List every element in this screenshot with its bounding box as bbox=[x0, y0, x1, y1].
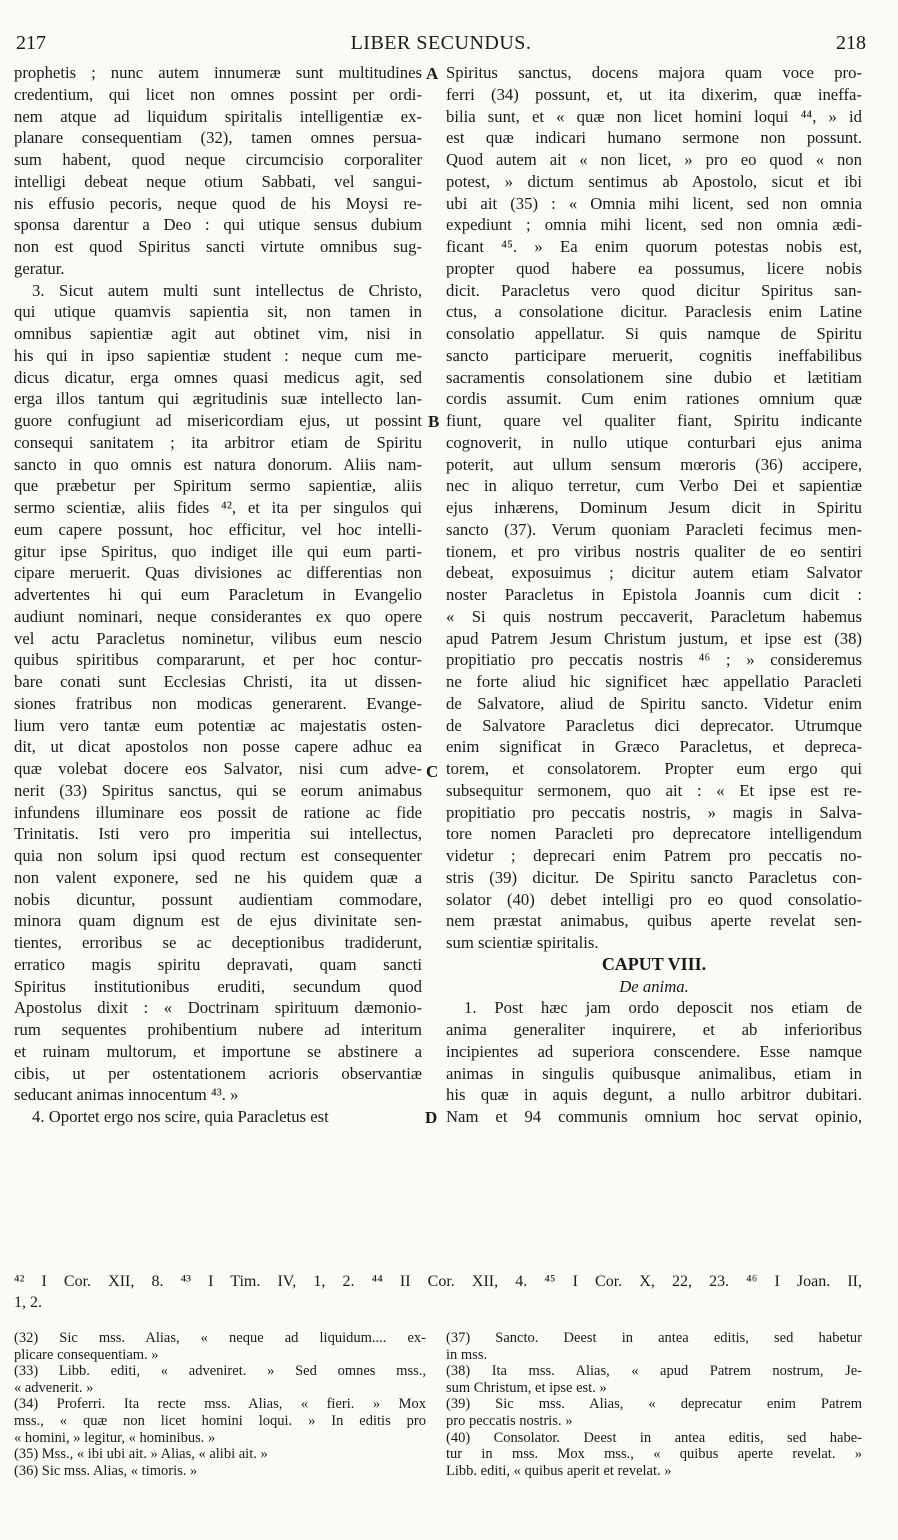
text-line: de Salvatore Paracletus dici deprecator. Utrumque bbox=[446, 715, 862, 735]
text-line: dicus dicatur, erga omnes quasi medicus agit, sed bbox=[14, 367, 422, 387]
chapter-title: CAPUT VIII. bbox=[601, 953, 707, 974]
text-line: quæ volebat docere eos Salvator, nisi cum adve- bbox=[14, 759, 422, 778]
text-line: cipare meruerit. Quas divisiones ac differentias non bbox=[14, 563, 422, 583]
text-line: Quod autem ait « non licet, » pro eo quod « non bbox=[446, 150, 862, 169]
reference-line: ⁴² I Cor. XII, 8. ⁴³ I Tim. IV, 1, 2. ⁴⁴ II Cor. XII, 4. ⁴⁵ I Cor. X, 22, 23. ⁴⁶ I Joan. II, bbox=[14, 1273, 862, 1290]
text-line: sancto participare meruerit, cognitis ineffabilibus bbox=[446, 345, 862, 365]
text-line: nerit (33) Spiritus sanctus, qui se eorum animabus bbox=[14, 780, 422, 800]
left-text-column bbox=[14, 62, 422, 1128]
text-line: seducant animas innocentum ⁴³. » bbox=[14, 1085, 239, 1105]
footnote-line: (35) Mss., « ibi ubi ait. » Alias, « alibi ait. » bbox=[14, 1446, 268, 1463]
footnote-line: sum Christum, et ipse est. » bbox=[446, 1379, 607, 1396]
footnote-line: (38) Ita mss. Alias, « apud Patrem nostrum, Je- bbox=[446, 1363, 862, 1380]
text-line: tore nomen Paracleti pro deprecatore intelligendum bbox=[446, 824, 862, 844]
text-line: que præbetur per Spiritum sermo sapientiæ, aliis bbox=[14, 476, 422, 496]
text-line: bilia sunt, et « quæ non licet homini loqui ⁴⁴, » id bbox=[446, 106, 862, 126]
text-line: infundens illuminare eos possit de ratione ac fide bbox=[14, 802, 422, 822]
margin-marker-b: B bbox=[428, 412, 440, 431]
text-line: sancto in quo omnis est natura donorum. Aliis nam- bbox=[14, 454, 422, 474]
text-line: tionem, et pro viribus nostris qualiter de eo sentiri bbox=[446, 541, 862, 561]
text-line: minora quam dignum est de ejus divinitate sen- bbox=[14, 911, 422, 931]
text-line: erga illos tantum qui ægritudinis suæ intellecto lan- bbox=[14, 389, 422, 409]
text-line: qui utique quamvis sapientia sit, non tamen in bbox=[14, 302, 422, 322]
text-line: dit, ut dicat apostolos non posse capere adhuc ea bbox=[14, 737, 422, 757]
text-line: sermo scientiæ, aliis fides ⁴², et ita per singulos qui bbox=[14, 498, 422, 517]
text-line: stris (39) dicitur. De Spiritu sancto Paracletus con- bbox=[446, 867, 862, 887]
text-line: incipientes ad superiora conscendere. Esse namque bbox=[446, 1041, 862, 1061]
text-line: enim significat in Græco Paracletus, et depreca- bbox=[446, 737, 862, 757]
text-line: geratur. bbox=[14, 258, 65, 278]
text-line: propter quod habere ea possumus, licere nobis bbox=[446, 258, 862, 278]
margin-marker-d: D bbox=[425, 1108, 438, 1127]
text-line: est quæ indicari humano sermone non possunt. bbox=[446, 128, 862, 148]
footnote-line: (36) Sic mss. Alias, « timoris. » bbox=[14, 1462, 198, 1479]
page-number-left: 217 bbox=[16, 32, 46, 54]
text-line: subsequitur sermonem, quo ait : « Et ipse est re- bbox=[446, 780, 862, 800]
text-line: sum scientiæ spiritalis. bbox=[446, 933, 599, 952]
footnote-line: plicare consequentiam. » bbox=[14, 1346, 159, 1363]
footnote-line: (32) Sic mss. Alias, « neque ad liquidum.... ex- bbox=[14, 1330, 426, 1346]
text-line: 1. Post hæc jam ordo deposcit nos etiam de bbox=[464, 998, 862, 1018]
text-line: non valent exponere, sed ne his quidem quæ a bbox=[14, 867, 422, 887]
text-line: apud Patrem Jesum Christum justum, et ipse est (38) bbox=[446, 628, 862, 648]
text-line: cordis assumit. Cum enim rationes omnium quæ bbox=[446, 389, 862, 409]
text-line: de Salvatore, aliud de Spiritu sancto. Videtur enim bbox=[446, 693, 862, 713]
text-line: intelligi debeat neque otium Sabbati, vel sangui- bbox=[14, 171, 422, 191]
text-line: nis effusio pecoris, neque quod de his Moysi re- bbox=[14, 193, 422, 213]
text-line: « Si quis nostrum peccaverit, Paracletum habemus bbox=[446, 606, 862, 626]
text-line: guore confugiunt ad misericordiam ejus, ut possint bbox=[14, 411, 422, 430]
footnotes-left bbox=[14, 1330, 426, 1479]
text-line: his qui in ipso sapientiæ student : neque cum me- bbox=[14, 345, 422, 365]
margin-marker-c: C bbox=[426, 762, 439, 781]
text-line: potest, » dictum sentimus ab Apostolo, sicut et ibi bbox=[446, 171, 862, 191]
text-line: planare consequentiam (32), tamen omnes persua- bbox=[14, 128, 422, 148]
text-line: propitiatio pro peccatis nostris ⁴⁶ ; » consideremus bbox=[446, 650, 862, 670]
text-line: debeat, exposuimus ; dicitur autem etiam Salvator bbox=[446, 563, 862, 583]
reference-line: 1, 2. bbox=[14, 1294, 42, 1311]
text-line: expediunt ; omnia mihi licent, sed non omnia ædi- bbox=[446, 215, 862, 235]
text-line: animas in singulis quibusque animalibus, etiam in bbox=[446, 1063, 862, 1083]
footnote-line: Libb. editi, « quibus aperit et revelat. » bbox=[446, 1462, 672, 1479]
text-line: Apostolus dixit : « Doctrinam spirituum dæmonio- bbox=[14, 998, 422, 1018]
text-line: his quæ in aquis degunt, a nullo arbitror dubitari. bbox=[446, 1085, 862, 1105]
text-line: Nam et 94 communis omnium hoc servat opinio, bbox=[446, 1107, 862, 1126]
text-line: ferri (34) possunt, et, ut ita dixerim, quæ ineffa- bbox=[446, 84, 862, 104]
text-line: bare conati sunt Ecclesias Christi, ita ut dissen- bbox=[14, 672, 422, 691]
text-line: eum capere possunt, hoc efficitur, vel hoc intelli- bbox=[14, 519, 422, 539]
page-number-right: 218 bbox=[836, 32, 866, 54]
footnote-line: (37) Sancto. Deest in antea editis, sed habetur bbox=[446, 1330, 862, 1346]
text-line: cibis, ut per ostentationem acrioris observantiæ bbox=[14, 1063, 422, 1083]
footnotes-right bbox=[446, 1330, 862, 1479]
text-line: quibus spiritibus compararunt, et per hoc contur- bbox=[14, 650, 422, 670]
text-line: anima generaliter inquirere, et ab inferioribus bbox=[446, 1020, 862, 1039]
footnote-line: (34) Proferri. Ita recte mss. Alias, « fieri. » Mox bbox=[14, 1396, 426, 1413]
text-line: nem atque ad liquidum spiritalis intelligentiæ ex- bbox=[14, 106, 422, 126]
text-line: prophetis ; nunc autem innumeræ sunt multitudines bbox=[14, 63, 422, 82]
text-line: nobis dicuntur, possunt audientiam commodare, bbox=[14, 889, 422, 909]
text-line: nec in aliquo terretur, cum Verbo Dei et sapientiæ bbox=[446, 476, 862, 496]
text-line: erratico magis spiritu depravati, quam sancti bbox=[14, 954, 422, 974]
text-line: cognoverit, in nullo utique conturbari ejus anima bbox=[446, 432, 862, 452]
text-line: solator (40) debet intelligi pro eo quod consolatio- bbox=[446, 889, 862, 909]
text-line: et ruinam multorum, et importune se abstinere a bbox=[14, 1041, 422, 1061]
text-line: audiunt nominari, neque considerantes ex quo opere bbox=[14, 606, 422, 626]
scripture-references bbox=[14, 1271, 862, 1313]
margin-marker-a: A bbox=[426, 64, 439, 83]
footnote-line: tur in mss. Mox mss., « quibus aperte revelat. » bbox=[446, 1446, 862, 1463]
text-line: sacramentis consolationem sine dubio et lætitiam bbox=[446, 367, 862, 387]
text-line: 3. Sicut autem multi sunt intellectus de Christo, bbox=[32, 280, 422, 300]
right-text-column bbox=[446, 62, 862, 1128]
text-line: ne forte aliud hic significet hæc appellatio Paracleti bbox=[446, 672, 862, 691]
text-line: ejus inhærens, Dominum Jesum dicit in Spiritu bbox=[446, 498, 862, 517]
text-line: videtur ; deprecari enim Patrem pro peccatis no- bbox=[446, 846, 862, 865]
text-line: nem præstat animabus, quibus aperte revelat sen- bbox=[446, 911, 862, 931]
text-line: tientes, erroribus se ac deceptionibus tradiderunt, bbox=[14, 933, 422, 952]
text-line: torem, et consolatorem. Propter eum ergo qui bbox=[446, 759, 862, 778]
text-line: fiunt, quare vel qualiter fiant, Spiritu indicante bbox=[446, 411, 862, 430]
text-line: siones fratribus non modicas generarent. Evange- bbox=[14, 693, 422, 713]
footnote-line: « homini, » legitur, « hominibus. » bbox=[14, 1429, 216, 1446]
text-line: vel actu Paracletus nominetur, vilibus eum nescio bbox=[14, 628, 422, 648]
text-line: noster Paracletus in Epistola Joannis cum dicit : bbox=[446, 585, 862, 604]
text-line: omnibus sapientiæ agit aut obtinet vim, nisi in bbox=[14, 324, 422, 343]
footnote-line: in mss. bbox=[446, 1346, 488, 1363]
text-line: consolatio appellatur. Si quis namque de Spiritu bbox=[446, 324, 862, 343]
text-line: propitiatio pro peccatis nostris, » magis in Salva- bbox=[446, 802, 862, 822]
text-line: sponsa darentur a Deo : qui utique sensus dubium bbox=[14, 215, 422, 235]
text-line: quia non solum ipsi quod rectum est consequenter bbox=[14, 846, 422, 865]
footnote-line: (33) Libb. editi, « adveniret. » Sed omnes mss., bbox=[14, 1363, 426, 1380]
text-line: ctus, a consolatione dicitur. Paraclesis enim Latine bbox=[446, 302, 862, 322]
text-line: poterit, aut ullum sensum mœroris (36) accipere, bbox=[446, 454, 862, 474]
footnote-line: (39) Sic mss. Alias, « deprecatur enim Patrem bbox=[446, 1396, 862, 1413]
text-line: Spiritus institutionibus eruditi, secundum quod bbox=[14, 976, 422, 996]
running-header bbox=[16, 32, 866, 58]
footnote-line: « advenerit. » bbox=[14, 1379, 94, 1396]
text-line: ficant ⁴⁵. » Ea enim quorum potestas nobis est, bbox=[446, 237, 862, 256]
footnote-line: pro peccatis nostris. » bbox=[446, 1412, 573, 1429]
text-line: gitur ipse Spiritus, quo indiget ille qui eum parti- bbox=[14, 541, 422, 561]
text-line: sancto (37). Verum quoniam Paracleti fecimus men- bbox=[446, 519, 862, 539]
text-line: non est quod Spiritus sancti virtute omnibus sug- bbox=[14, 237, 422, 256]
text-line: dicit. Paracletus vero quod dicitur Spiritus san- bbox=[446, 280, 862, 300]
text-line: 4. Oportet ergo nos scire, quia Paracletus est bbox=[32, 1107, 329, 1126]
text-line: advertentes hi qui eum Paracletum in Evangelio bbox=[14, 585, 422, 604]
text-line: sum habent, quod neque circumcisio corporaliter bbox=[14, 150, 422, 169]
text-line: rum sequentes prohibentium nubere ad interitum bbox=[14, 1020, 422, 1039]
text-line: credentium, qui licet non omnes possint per ordi- bbox=[14, 84, 422, 104]
text-line: ubi ait (35) : « Omnia mihi licent, sed non omnia bbox=[446, 193, 862, 213]
text-line: Trinitatis. Isti vero pro imperitia sui intellectus, bbox=[14, 824, 422, 844]
text-line: Spiritus sanctus, docens majora quam voce pro- bbox=[446, 63, 862, 82]
footnote-line: mss., « quæ non licet homini loqui. » In editis pro bbox=[14, 1412, 426, 1429]
footnote-line: (40) Consolator. Deest in antea editis, sed habe- bbox=[446, 1429, 862, 1446]
running-title: LIBER SECUNDUS. bbox=[350, 32, 532, 54]
text-line: lium vero tantæ eum potentiæ ac majestatis osten- bbox=[14, 715, 422, 735]
text-line: consequi sanitatem ; ita arbitror etiam de Spiritu bbox=[14, 432, 422, 452]
chapter-subtitle: De anima. bbox=[619, 976, 689, 996]
